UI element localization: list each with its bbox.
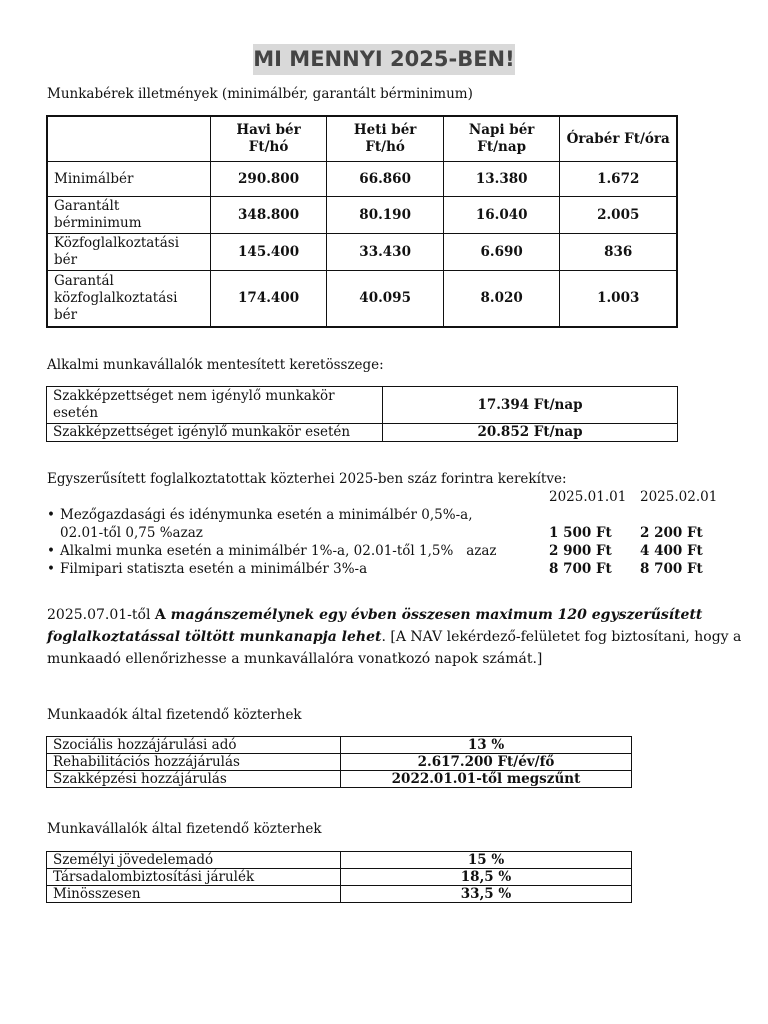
bullet-icon: • — [47, 507, 55, 523]
cell: 18,5 % — [341, 869, 632, 886]
table-row — [47, 754, 632, 771]
header-cell: Heti bér Ft/hó — [327, 116, 444, 162]
note-text: magánszemélynek egy évben összesen maximum 120 egyszerűsített — [170, 607, 703, 623]
header-cell: Órabér Ft/óra — [560, 116, 677, 162]
cell: 348.800 — [210, 197, 327, 234]
cell: 6.690 — [443, 234, 560, 271]
casual-table — [46, 386, 678, 442]
header-cell: Havi bér Ft/hó — [210, 116, 327, 162]
table-row — [47, 234, 677, 271]
cell: 836 — [560, 234, 677, 271]
casual-heading: Alkalmi munkavállalók mentesített keretösszege: — [47, 357, 384, 373]
cell: 16.040 — [443, 197, 560, 234]
header-cell: Napi bér Ft/nap — [443, 116, 560, 162]
bullet-icon: • — [47, 561, 55, 577]
row-label: Minimálbér — [47, 162, 210, 197]
cell: 13 % — [341, 737, 632, 754]
cell: 1.003 — [560, 271, 677, 327]
date-header: 2025.02.01 — [640, 489, 718, 505]
cell: 2.005 — [560, 197, 677, 234]
amount: 2 900 Ft — [549, 543, 612, 559]
cell: 1.672 — [560, 162, 677, 197]
cell: 66.860 — [327, 162, 444, 197]
cell: 2022.01.01-től megszűnt — [341, 771, 632, 788]
bullet-icon: • — [47, 543, 55, 559]
table-row — [47, 424, 678, 442]
note-text: A — [154, 607, 171, 623]
item-text: Alkalmi munka esetén a minimálbér 1%-a, 02.01-től 1,5% azaz — [60, 543, 497, 559]
table-header-row — [47, 116, 677, 162]
cell: 33,5 % — [341, 886, 632, 903]
row-label: Garantált bérminimum — [47, 197, 210, 234]
item-text: 02.01-től 0,75 %azaz — [60, 525, 203, 541]
cell: 17.394 Ft/nap — [383, 387, 678, 424]
item-text: Mezőgazdasági és idénymunka esetén a minimálbér 0,5%-a, — [60, 507, 473, 523]
amount: 4 400 Ft — [640, 543, 703, 559]
cell: 15 % — [341, 852, 632, 869]
cell: 20.852 Ft/nap — [383, 424, 678, 442]
row-label: Közfoglalkoztatási bér — [47, 234, 210, 271]
row-label: Szakképzési hozzájárulás — [47, 771, 341, 788]
employer-table — [46, 736, 632, 788]
table-row — [47, 852, 632, 869]
table-row — [47, 197, 677, 234]
row-label: Szakképzettséget igénylő munkakör esetén — [47, 424, 383, 442]
item-text: Filmipari statiszta esetén a minimálbér 3%-a — [60, 561, 368, 577]
simplified-heading: Egyszerűsített foglalkoztatottak közterhei 2025-ben száz forintra kerekítve: — [47, 471, 567, 487]
row-label: Szociális hozzájárulási adó — [47, 737, 341, 754]
amount: 8 700 Ft — [549, 561, 612, 577]
cell: 290.800 — [210, 162, 327, 197]
cell: 174.400 — [210, 271, 327, 327]
cell: 2.617.200 Ft/év/fő — [341, 754, 632, 771]
note-text: 2025.07.01-től — [47, 607, 155, 623]
amount: 2 200 Ft — [640, 525, 703, 541]
row-label: Garantál közfoglalkoztatási bér — [47, 271, 210, 327]
row-label: Rehabilitációs hozzájárulás — [47, 754, 341, 771]
table-row — [47, 737, 632, 754]
row-label: Szakképzettséget nem igénylő munkakör esetén — [47, 387, 383, 424]
table-row — [47, 271, 677, 327]
amount: 8 700 Ft — [640, 561, 703, 577]
date-header: 2025.01.01 — [549, 489, 627, 505]
amount: 1 500 Ft — [549, 525, 612, 541]
cell: 80.190 — [327, 197, 444, 234]
employee-table — [46, 851, 632, 903]
table-row — [47, 886, 632, 903]
note-text: foglalkoztatással töltött munkanapja lehet — [47, 629, 382, 645]
note-text: . [A NAV lekérdező-felületet fog biztosítani, hogy a — [381, 629, 742, 645]
cell: 33.430 — [327, 234, 444, 271]
table-row — [47, 869, 632, 886]
row-label: Minösszesen — [47, 886, 341, 903]
cell: 13.380 — [443, 162, 560, 197]
cell: 40.095 — [327, 271, 444, 327]
table-row — [47, 771, 632, 788]
employer-heading: Munkaadók által fizetendő közterhek — [47, 707, 302, 723]
table-row — [47, 162, 677, 197]
wages-table — [46, 115, 678, 328]
row-label: Személyi jövedelemadó — [47, 852, 341, 869]
row-label: Társadalombiztosítási járulék — [47, 869, 341, 886]
cell: 145.400 — [210, 234, 327, 271]
cell: 8.020 — [443, 271, 560, 327]
note-text: munkaadó ellenőrizhesse a munkavállalóra vonatkozó napok számát.] — [47, 651, 543, 667]
table-row — [47, 387, 678, 424]
employee-heading: Munkavállalók által fizetendő közterhek — [47, 821, 322, 837]
wages-heading: Munkabérek illetmények (minimálbér, garantált bérminimum) — [47, 86, 473, 102]
header-cell — [47, 116, 210, 162]
page-title: MI MENNYI 2025-BEN! — [253, 44, 515, 75]
